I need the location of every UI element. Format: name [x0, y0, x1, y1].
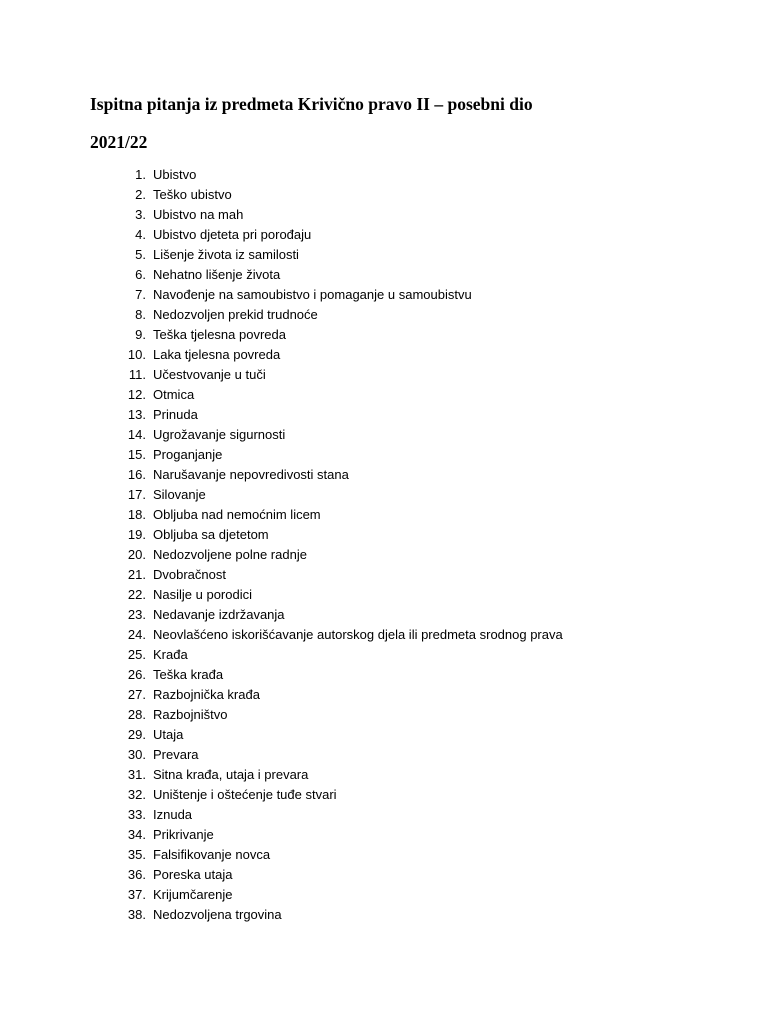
list-item-text: Ugrožavanje sigurnosti: [153, 427, 286, 442]
list-item-text: Učestvovanje u tuči: [153, 367, 266, 382]
list-item-text: Ubistvo: [153, 167, 197, 182]
list-item-number: 37.: [127, 887, 146, 902]
list-item-number: 34.: [127, 827, 146, 842]
list-item-text: Krijumčarenje: [153, 887, 233, 902]
list-item-number: 9.: [135, 327, 146, 342]
list-item-text: Falsifikovanje novca: [153, 847, 271, 862]
list-item-text: Dvobračnost: [153, 567, 226, 582]
list-item-number: 6.: [135, 267, 146, 282]
list-item-number: 5.: [135, 247, 146, 262]
list-item-number: 13.: [127, 407, 146, 422]
list-item-number: 29.: [127, 727, 146, 742]
list-item-text: Silovanje: [153, 487, 206, 502]
list-item-text: Uništenje i oštećenje tuđe stvari: [153, 787, 337, 802]
list-item-number: 11.: [128, 367, 146, 382]
list-item-text: Iznuda: [153, 807, 193, 822]
list-item-text: Otmica: [153, 387, 195, 402]
list-item-text: Neovlašćeno iskorišćavanje autorskog djela ili predmeta srodnog prava: [153, 627, 563, 642]
list-item-number: 15.: [127, 447, 146, 462]
list-item-number: 3.: [135, 207, 146, 222]
list-item-text: Razbojništvo: [153, 707, 228, 722]
list-item-number: 32.: [127, 787, 146, 802]
list-item-number: 21.: [127, 567, 146, 582]
list-item-text: Nedozvoljena trgovina: [153, 907, 282, 922]
list-item-text: Poreska utaja: [153, 867, 233, 882]
list-item-number: 22.: [127, 587, 146, 602]
list-item-number: 30.: [127, 747, 146, 762]
list-item-number: 10.: [127, 347, 146, 362]
list-item-text: Narušavanje nepovredivosti stana: [153, 467, 349, 482]
list-item-text: Ubistvo djeteta pri porođaju: [153, 227, 312, 242]
document-title: Ispitna pitanja iz predmeta Krivično pravo II – posebni dio: [90, 94, 533, 114]
list-item-text: Laka tjelesna povreda: [153, 347, 281, 362]
list-item-text: Lišenje života iz samilosti: [153, 247, 299, 262]
list-item-number: 28.: [127, 707, 146, 722]
list-item-number: 36.: [127, 867, 146, 882]
list-item-text: Obljuba sa djetetom: [153, 527, 269, 542]
list-item-text: Utaja: [153, 727, 184, 742]
list-item-text: Nedozvoljene polne radnje: [153, 547, 307, 562]
list-item-number: 18.: [127, 507, 146, 522]
list-item-text: Nasilje u porodici: [153, 587, 252, 602]
list-item-text: Navođenje na samoubistvo i pomaganje u samoubistvu: [153, 287, 472, 302]
list-item-number: 1.: [135, 167, 146, 182]
list-item-text: Sitna krađa, utaja i prevara: [153, 767, 309, 782]
list-item-number: 4.: [135, 227, 146, 242]
list-item-number: 17.: [127, 487, 146, 502]
list-item-text: Proganjanje: [153, 447, 223, 462]
list-item-number: 26.: [127, 667, 146, 682]
list-item-text: Obljuba nad nemoćnim licem: [153, 507, 321, 522]
list-item-number: 24.: [127, 627, 146, 642]
list-item-number: 20.: [127, 547, 146, 562]
list-item-number: 16.: [127, 467, 146, 482]
list-item-text: Teško ubistvo: [153, 187, 232, 202]
list-item-number: 2.: [135, 187, 146, 202]
list-item-text: Nedavanje izdržavanja: [153, 607, 285, 622]
list-item-number: 31.: [127, 767, 146, 782]
list-item-number: 38.: [127, 907, 146, 922]
list-item-number: 23.: [127, 607, 146, 622]
list-item-text: Prevara: [153, 747, 199, 762]
list-item-number: 8.: [135, 307, 146, 322]
list-item-number: 14.: [127, 427, 146, 442]
list-item-number: 7.: [135, 287, 146, 302]
list-item-number: 33.: [127, 807, 146, 822]
list-item-text: Prinuda: [153, 407, 198, 422]
academic-year: 2021/22: [90, 132, 148, 152]
list-item-number: 25.: [127, 647, 146, 662]
list-item-text: Krađa: [153, 647, 188, 662]
list-item-text: Teška krađa: [153, 667, 224, 682]
list-item-text: Nehatno lišenje života: [153, 267, 281, 282]
list-item-text: Ubistvo na mah: [153, 207, 244, 222]
list-item-number: 12.: [127, 387, 146, 402]
list-item-number: 27.: [127, 687, 146, 702]
list-item-text: Nedozvoljen prekid trudnoće: [153, 307, 318, 322]
list-item-text: Teška tjelesna povreda: [153, 327, 286, 342]
list-item-number: 19.: [127, 527, 146, 542]
list-item-text: Prikrivanje: [153, 827, 214, 842]
list-item-number: 35.: [127, 847, 146, 862]
list-item-text: Razbojnička krađa: [153, 687, 260, 702]
